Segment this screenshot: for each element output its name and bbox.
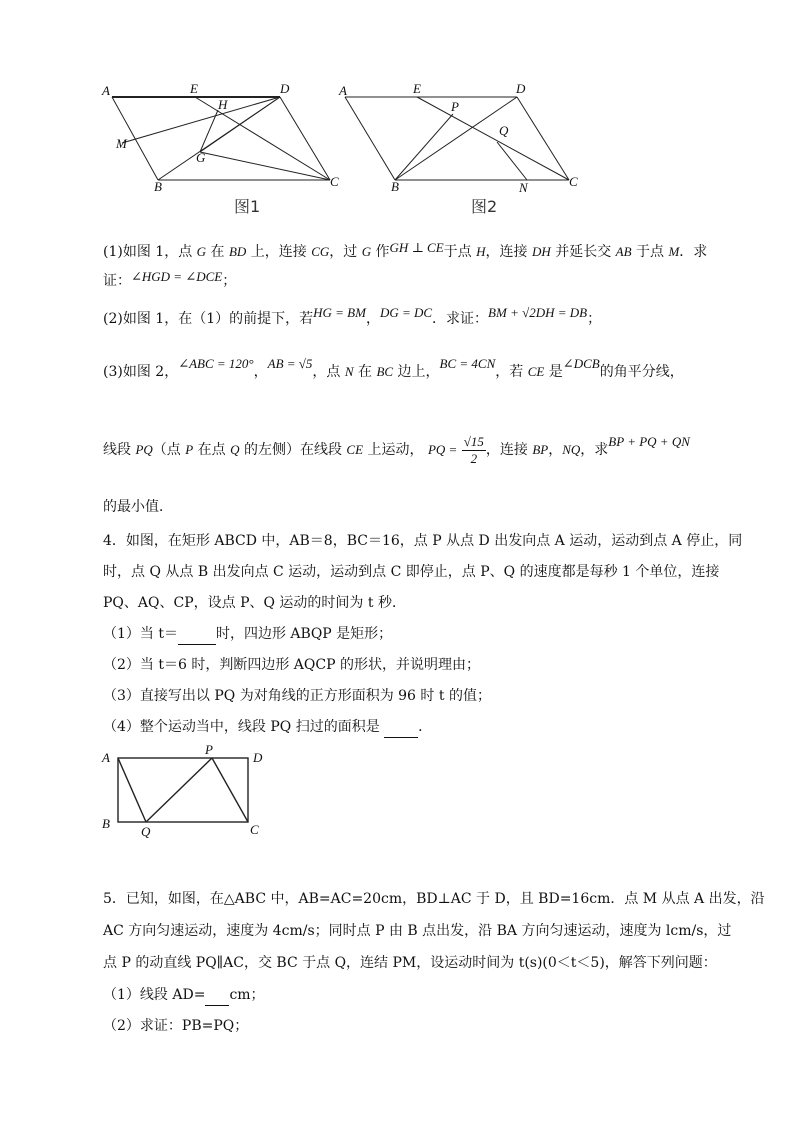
q3-part3-line2: 线段 PQ（点 P 在点 Q 的左侧）在线段 CE 上运动， PQ = $\frac{√15}{2}$ ，连接 BP，NQ，求BP + PQ + QN: [103, 433, 690, 466]
q4-line3: PQ、AQ、CP，设点 P、Q 运动的时间为 t 秒．: [103, 595, 406, 611]
q4-line1: 4．如图，在矩形 ABCD 中，AB＝8，BC＝16，点 P 从点 D 出发向点 A 运动，运动到点 A 停止，同: [103, 533, 743, 549]
label-C: C: [330, 174, 339, 189]
q3-part1-line2: 证：∠HGD = ∠DCE；: [103, 269, 237, 289]
label-M: M: [116, 136, 127, 151]
q3-part3-line1: (3)如图 2，∠ABC = 120°，AB = √5，点 N 在 BC 边上，BC = 4CN，若 CE 是∠DCB的角平分线，: [103, 356, 684, 380]
q5-line1: 5．已知，如图，在△ABC 中，AB=AC=20cm，BD⊥AC 于 D，且 BD=16cm．点 M 从点 A 出发，沿: [103, 891, 765, 907]
figure-1-caption: 图1: [234, 197, 261, 216]
label-C: C: [569, 174, 578, 189]
label-E: E: [190, 81, 198, 96]
figure-2: [337, 80, 587, 220]
label-P: P: [451, 99, 459, 114]
math-gh-perp-ce: GH ⊥ CE: [389, 240, 444, 255]
label-Q: Q: [141, 824, 151, 839]
q3-part2-line: (2)如图 1，在（1）的前提下，若HG = BM，DG = DC．求证：BM + √2DH = DB；: [103, 305, 602, 327]
q4-sub3: （3）直接写出以 PQ 为对角线的正方形面积为 96 时 t 的值；: [103, 688, 491, 704]
label-G: G: [196, 150, 206, 165]
fraction-pq: $\frac{√15}{2}$: [463, 433, 484, 466]
figure-2-caption: 图2: [471, 197, 498, 216]
q4-sub1: （1）当 t＝ 时，四边形 ABQP 是矩形；: [103, 624, 392, 645]
q3-part1-line1: (1)如图 1，点 G 在 BD 上，连接 CG，过 G 作GH ⊥ CE于点 H，连接 DH 并延长交 AB 于点 M．求: [103, 240, 708, 260]
label-B: B: [102, 816, 110, 831]
q3-part3-line3: 的最小值．: [103, 499, 173, 515]
figure-1: [100, 80, 340, 220]
q4-sub2: （2）当 t＝6 时，判断四边形 AQCP 的形状，并说明理由；: [103, 657, 480, 673]
q4-sub4: （4）整个运动当中，线段 PQ 扫过的面积是 ．: [103, 717, 432, 738]
label-D: D: [280, 81, 290, 96]
label-A: A: [102, 750, 110, 765]
label-D: D: [253, 750, 263, 765]
answer-blank[interactable]: [178, 624, 216, 645]
figure-1-diagram: [100, 80, 340, 220]
label-N: N: [519, 180, 528, 195]
label-P: P: [205, 742, 213, 757]
figure-3-diagram: [98, 742, 278, 842]
q5-line3: 点 P 的动直线 PQ∥AC，交 BC 于点 Q，连结 PM，设运动时间为 t(s)(0＜t＜5)，解答下列问题：: [103, 955, 717, 971]
label-A: A: [102, 83, 110, 98]
figure-3: [98, 742, 278, 842]
label-E: E: [413, 81, 421, 96]
q5-sub2: （2）求证：PB=PQ；: [103, 1018, 249, 1034]
label-D: D: [516, 81, 526, 96]
label-H: H: [218, 97, 228, 112]
answer-blank[interactable]: [205, 985, 229, 1006]
label-C: C: [250, 822, 259, 837]
answer-blank[interactable]: [384, 717, 418, 738]
figure-2-diagram: [337, 80, 587, 220]
q4-line2: 时，点 Q 从点 B 出发向点 C 运动，运动到点 C 即停止，点 P、Q 的速度都是每秒 1 个单位，连接: [103, 564, 720, 580]
label-Q: Q: [499, 123, 509, 138]
label-A: A: [339, 83, 347, 98]
math-angle-equality: ∠HGD = ∠DCE: [131, 269, 223, 284]
q5-sub1: （1）线段 AD= cm；: [103, 985, 265, 1006]
label-B: B: [154, 179, 162, 194]
label-B: B: [391, 179, 399, 194]
q5-line2: AC 方向匀速运动，速度为 4cm/s；同时点 P 由 B 点出发，沿 BA 方向匀速运动，速度为 lcm/s，过: [103, 923, 732, 939]
